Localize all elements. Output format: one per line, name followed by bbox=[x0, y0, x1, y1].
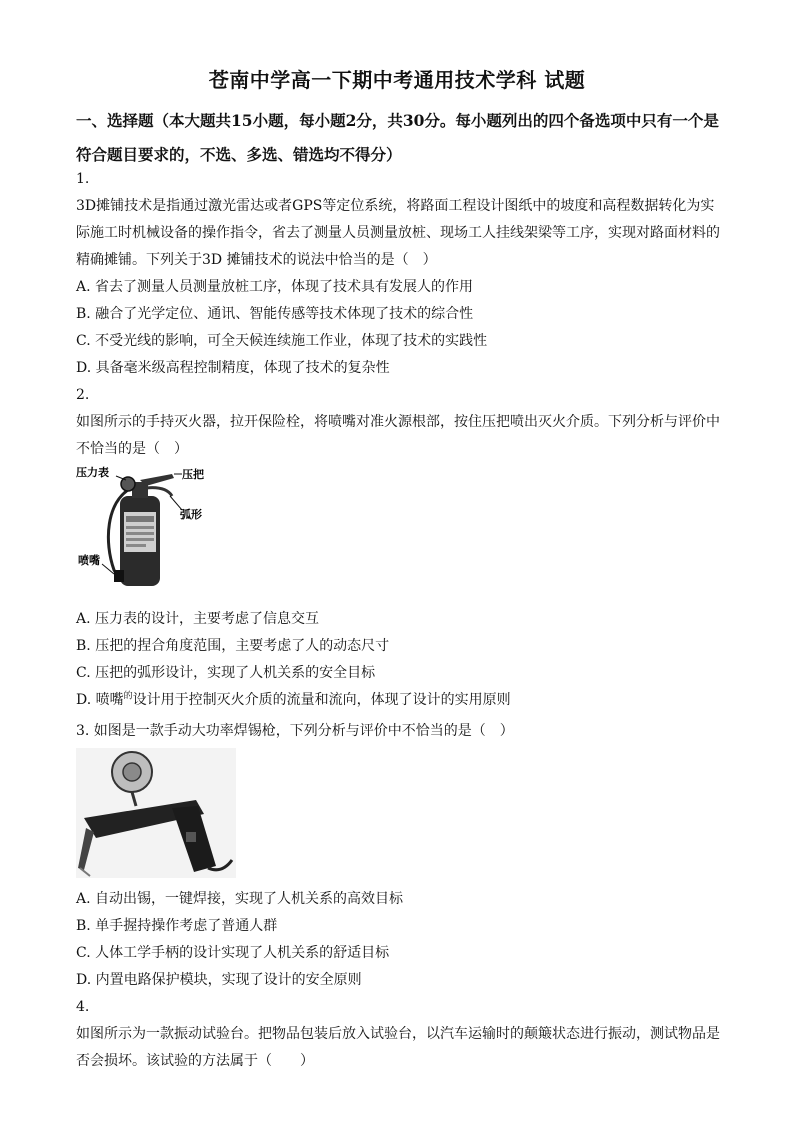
label-handle: 压把 bbox=[182, 468, 204, 481]
question-number: 4. bbox=[76, 999, 90, 1015]
option-a: A. 压力表的设计，主要考虑了信息交互 bbox=[76, 611, 320, 627]
question-2 bbox=[76, 382, 726, 463]
soldering-gun-image bbox=[76, 748, 236, 878]
question-stem: 如图所示为一款振动试验台。把物品包装后放入试验台，以汽车运输时的颠簸状态进行振动，测试物品是否会损坏。该试验的方法属于（ ） bbox=[76, 1026, 720, 1069]
question-1 bbox=[76, 166, 726, 382]
question-stem: 如图所示的手持灭火器，拉开保险栓，将喷嘴对准火源根部，按住压把喷出灭火介质。下列分析与评价中不恰当的是（ ） bbox=[76, 414, 720, 457]
question-stem: 3D摊铺技术是指通过激光雷达或者GPS等定位系统，将路面工程设计图纸中的坡度和高程数据转化为实际施工时机械设备的操作指令，省去了测量人员测量放桩、现场工人挂线架梁等工序，实现对路面材料的精确摊铺。下列关于3D 摊铺技术的说法中恰当的是（ ） bbox=[76, 198, 720, 268]
option-d: D. 内置电路保护模块，实现了设计的安全原则 bbox=[76, 972, 362, 988]
question-2-options bbox=[76, 606, 726, 714]
option-b: B. 压把的捏合角度范围，主要考虑了人的动态尺寸 bbox=[76, 638, 390, 654]
label-arc: 弧形 bbox=[180, 508, 202, 521]
question-number: 2. bbox=[76, 387, 90, 403]
option-a: A. 省去了测量人员测量放桩工序，体现了技术具有发展人的作用 bbox=[76, 279, 474, 295]
question-stem: 3. 如图是一款手动大功率焊锡枪，下列分析与评价中不恰当的是（ ） bbox=[76, 723, 514, 739]
option-b: B. 融合了光学定位、通讯、智能传感等技术体现了技术的综合性 bbox=[76, 306, 474, 322]
label-nozzle: 喷嘴 bbox=[78, 554, 100, 567]
question-3 bbox=[76, 718, 726, 745]
label-pressure-gauge: 压力表 bbox=[76, 466, 109, 479]
option-d: D. 喷嘴$^的$设计用于控制灭火介质的流量和流向，体现了设计的实用原则 bbox=[76, 691, 511, 708]
option-a: A. 自动出锡，一键焊接，实现了人机关系的高效目标 bbox=[76, 891, 404, 907]
option-b: B. 单手握持操作考虑了普通人群 bbox=[76, 918, 278, 934]
option-d: D. 具备毫米级高程控制精度，体现了技术的复杂性 bbox=[76, 360, 390, 376]
question-3-options bbox=[76, 886, 726, 994]
option-c: C. 压把的弧形设计，实现了人机关系的安全目标 bbox=[76, 665, 376, 681]
fire-extinguisher-figure bbox=[76, 462, 226, 592]
option-c: C. 人体工学手柄的设计实现了人机关系的舒适目标 bbox=[76, 945, 390, 961]
page-title: 苍南中学高一下期中考通用技术学科 试题 bbox=[208, 68, 586, 92]
section-heading: 一、选择题（本大题共15小题，每小题2分，共30分。每小题列出的四个备选项中只有一个是符合题目要求的，不选、多选、错选均不得分） bbox=[76, 111, 719, 164]
soldering-gun-figure bbox=[76, 748, 236, 878]
question-number: 1. bbox=[76, 171, 90, 187]
question-4 bbox=[76, 994, 726, 1075]
option-c: C. 不受光线的影响，可全天候连续施工作业，体现了技术的实践性 bbox=[76, 333, 488, 349]
fire-extinguisher-image bbox=[76, 462, 226, 592]
